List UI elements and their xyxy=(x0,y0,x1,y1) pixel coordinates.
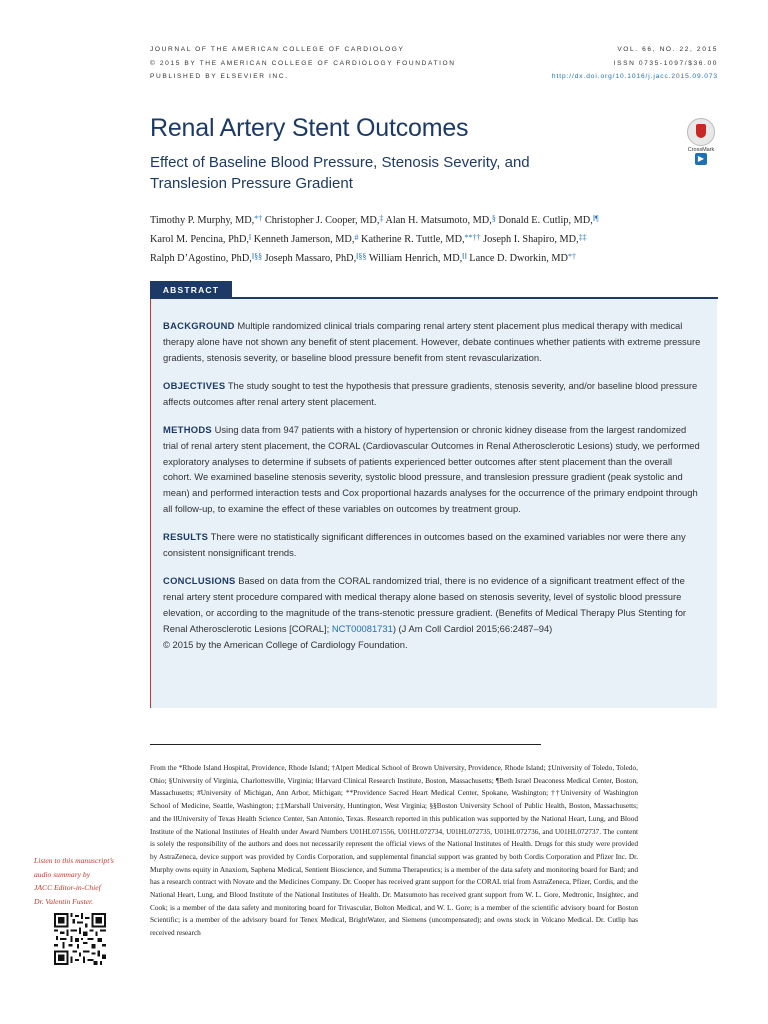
author[interactable]: Kenneth Jamerson, MD,# xyxy=(253,233,359,245)
article-subtitle: Effect of Baseline Blood Pressure, Stenosis Severity, and Translesion Pressure Gradient xyxy=(150,154,530,192)
abstract-background: BACKGROUND Multiple randomized clinical trials comparing renal artery stent placement plus medical therapy with medical therapy alone have not shown any benefit of stent placement. However, debate continues whether patients with extreme pressure gradients, stenosis severity, or baseline blood pressure benefit from stent revascularization. xyxy=(163,320,701,363)
doi-link[interactable]: http://dx.doi.org/10.1016/j.jacc.2015.09.073 xyxy=(551,73,718,80)
speaker-icon[interactable]: ▶ xyxy=(695,153,707,165)
qr-code-icon[interactable] xyxy=(54,913,106,965)
journal-header xyxy=(150,43,456,84)
abstract-label: ABSTRACT xyxy=(150,281,232,299)
crossmark-icon[interactable] xyxy=(687,118,715,146)
abstract-methods: METHODS Using data from 947 patients with a history of hypertension or chronic kidney disease from the largest randomized trial of renal artery stent placement, the CORAL (Cardiovascular Outcomes in Renal Atherosclerotic Lesions) study, we performed exploratory analyses to determine if subsets of patients experienced better outcomes after stent placement than the overall cohort. We examined baseline stenosis severity, systolic blood pressure, and translesion pressure gradient (peak systolic and mean) and performed interaction tests and Cox proportional hazards analyses for the occurrence of the primary endpoint through all follow-up, to examine the effect of these variables on outcomes by treatment group. xyxy=(163,423,700,514)
crossmark-badge[interactable] xyxy=(684,118,718,153)
author[interactable]: Alan H. Matsumoto, MD,§ xyxy=(385,214,496,226)
article-title: Renal Artery Stent Outcomes xyxy=(150,114,469,142)
trial-registry-link[interactable]: NCT00081731 xyxy=(331,622,393,634)
author[interactable]: Katherine R. Tuttle, MD,**†† xyxy=(361,233,481,245)
author[interactable]: William Henrich, MD,‖‖ xyxy=(368,252,467,264)
abstract-results: RESULTS There were no statistically significant differences in outcomes based on the examined variables nor were there any consistent nonsignificant trends. xyxy=(163,531,686,559)
journal-name: JOURNAL OF THE AMERICAN COLLEGE OF CARDIOLOGY xyxy=(150,46,405,53)
author[interactable]: Ralph D’Agostino, PhD,‖§§ xyxy=(150,252,263,264)
abstract-objectives: OBJECTIVES The study sought to test the hypothesis that pressure gradients, stenosis severity, and/or baseline blood pressure affects outcomes after renal artery stent placement. xyxy=(163,379,698,407)
footnote-divider xyxy=(150,744,541,745)
abstract-divider xyxy=(150,297,718,299)
publisher: PUBLISHED BY ELSEVIER INC. xyxy=(150,73,289,80)
author[interactable]: Donald E. Cutlip, MD,‖¶ xyxy=(498,214,599,226)
journal-copyright: © 2015 BY THE AMERICAN COLLEGE OF CARDIOLOGY FOUNDATION xyxy=(150,59,456,67)
abstract-conclusions: CONCLUSIONS Based on data from the CORAL randomized trial, there is no evidence of a significant treatment effect of the renal artery stent procedure compared with medical therapy alone based on stenosis severity, level of systolic blood pressure elevation, or according to the magnitude of the trans-stenotic pressure gradient. (Benefits of Medical Therapy Plus Stenting for Renal Atherosclerotic Lesions [CORAL]; NCT00081731) (J Am Coll Cardiol 2015;66:2487–94) © 2015 by the American College of Cardiology Foundation. xyxy=(163,575,687,650)
author[interactable]: Joseph I. Shapiro, MD,‡‡ xyxy=(483,233,587,245)
author[interactable]: Lance D. Dworkin, MD*† xyxy=(469,252,576,264)
issn: ISSN 0735-1097/$36.00 xyxy=(613,59,718,67)
volume-info: VOL. 66, NO. 22, 2015 xyxy=(617,46,718,53)
author[interactable]: Christopher J. Cooper, MD,‡ xyxy=(264,214,384,226)
abstract-body xyxy=(163,318,701,665)
author[interactable]: Karol M. Pencina, PhD,‖ xyxy=(150,233,252,245)
author-list xyxy=(150,210,720,267)
author[interactable]: Joseph Massaro, PhD,‖§§ xyxy=(264,252,367,264)
author[interactable]: Timothy P. Murphy, MD,*† xyxy=(150,214,263,226)
issue-info xyxy=(552,43,718,84)
crossmark-label: CrossMark xyxy=(687,147,715,153)
affiliations-footnote: From the *Rhode Island Hospital, Providence, Rhode Island; †Alpert Medical School of Brown University, Providence, Rhode Island; ‡University of Toledo, Toledo, Ohio; §University of Virginia, Charlottesville, Virginia; ‖Harvard Clinical Research Institute, Boston, Massachusetts; ¶Beth Israel Deaconess Medical Center, Boston, Massachusetts; #University of Michigan, Ann Arbor, Michigan; **Providence Sacred Heart Medical Center, Spokane, Washington; ††University of Washington School of Medicine, Seattle, Washington; ‡‡Marshall University, Huntington, West Virginia; §§Boston University School of Public Health, Boston, Massachusetts; and the ‖‖University of Texas Health Science Center, San Antonio, Texas. Research reported in this publication was supported by the National Heart, Lung, and Blood Institute of the National Institutes of Health under Award Numbers U01HL071556, U01HL072734, U01HL072735, U01HL072736, and U01HL072737. The content is solely the responsibility of the authors and does not necessarily represent the official views of the National Institutes of Health. Drugs for this study were provided by AstraZeneca, device support was provided by Cordis Corporation, and supplemental financial support was granted by both Cordis Corporation and Pfizer Inc. Dr. Murphy owns equity in Anaxiom, Saphena Medical, Sentient Bioscience, and Summa Therapeutics; is a member of the data safety and monitoring board for Bard; and has a research contract with Novate and the Medicines Company. Dr. Cooper has received grant support for the CORAL trial from AstraZeneca, Pfizer, Cordis, and the National Heart, Lung, and Blood Institute of the National Institutes of Health. Dr. Matsumoto has received grant support from W. L. Gore, Medtronic, Insightec, and Cook; is a member of the data safety and monitoring board for Trivascular, Bolton Medical, and W. L. Gore; is a member of the scientific advisory board for Boston Scientific; is a member of the advisory board for Tenex Medical, BrightWater, and Siemens (uncompensated); and owns stock in Volcano Medical. Dr. Cutlip has received research xyxy=(150,763,638,938)
audio-summary-note[interactable]: Listen to this manuscript’s audio summary by JACC Editor-in-Chief Dr. Valentin Fuster. xyxy=(34,856,114,906)
abstract-copyright: © 2015 by the American College of Cardiology Foundation. xyxy=(163,638,408,650)
